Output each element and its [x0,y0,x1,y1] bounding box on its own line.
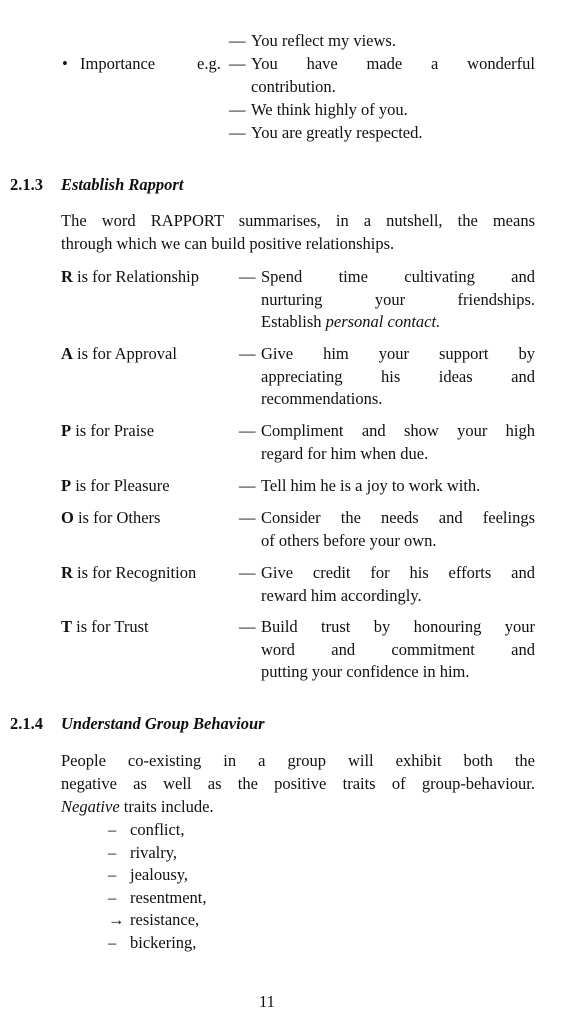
eg-label: e.g. [197,54,221,73]
rapport-description-line [261,289,535,312]
is-for-text: is for [77,508,113,527]
rapport-description-line [239,562,535,585]
dash-icon: – [108,887,117,907]
description-text: nurturing your friendships. [261,289,535,309]
list-item [108,909,199,932]
rapport-description-line [261,585,535,608]
page-number: 11 [259,992,275,1011]
dash-icon: – [108,865,117,884]
paragraph-line [61,796,535,819]
description-text: Give him your support by [261,344,535,363]
section-number: 2.1.3 [10,175,43,194]
rapport-description-line [261,639,535,662]
section-title: Establish Rapport [61,175,184,194]
rapport-description-line [261,311,535,334]
list-item [108,842,177,865]
rapport-label [61,616,149,639]
list-item [108,932,196,955]
description-text: Tell him he is a joy to work with. [261,476,481,495]
rapport-word: Trust [114,617,149,636]
rapport-letter: P [61,421,72,440]
trait-text: resistance, [130,910,200,929]
dash-icon: – [108,932,117,952]
rapport-description-line [239,507,535,530]
paragraph-text: People co-existing in a group will exhibit both the [61,751,535,770]
paragraph-line [61,750,535,773]
paragraph-text: traits include. [119,797,214,816]
description-text: word and commitment and [261,639,535,659]
rapport-description-line [261,530,535,553]
description-text: reward him accordingly. [261,585,422,605]
trait-text: jealousy, [130,865,189,884]
rapport-letter: R [61,563,73,582]
description-text: Spend time cultivating and [261,267,535,286]
section-number: 2.1.4 [10,714,43,733]
trait-text: rivalry, [130,842,178,862]
rapport-label [61,266,199,289]
rapport-letter: T [61,617,73,636]
list-item [108,864,188,887]
description-text: Compliment and show your high [261,421,535,440]
list-item [108,887,207,910]
rapport-description-line [239,475,535,498]
rapport-word: Praise [113,421,155,440]
rapport-description-line [239,266,535,289]
em-dash: — [229,54,246,73]
example-text: You have made a wonderful [251,54,535,73]
trait-text: conflict, [130,820,185,839]
rapport-label [61,475,170,498]
paragraph-text: negative as well as the positive traits of group-behaviour. [61,774,535,793]
rapport-description-line [239,343,535,366]
paragraph-line: through which we can build positive relationships. [61,234,395,253]
is-for-text: is for [75,476,110,495]
rapport-letter: O [61,508,74,527]
rapport-letter: A [61,344,73,363]
trait-text: resentment, [130,887,207,907]
importance-example-2 [229,53,535,76]
description-text: Establish [261,312,326,331]
rapport-description-line [239,616,535,639]
rapport-label [61,343,177,366]
description-text: Build trust by honouring your [261,617,535,636]
importance-label: Importance [80,54,156,73]
dash-icon: – [108,820,117,839]
em-dash: — [229,31,246,50]
dash-icon: – [108,842,117,862]
is-for-text: is for [77,267,112,286]
is-for-text: is for [77,344,112,363]
example-text: You reflect my views. [251,31,396,50]
description-text: Consider the needs and feelings [261,508,535,527]
example-text: We think highly of you. [251,100,408,119]
importance-example-4 [229,122,535,145]
bullet-icon: • [62,54,68,73]
em-dash: — [229,123,246,142]
rapport-description-line [261,388,535,411]
em-dash: — [239,344,256,363]
paragraph-text: The word RAPPORT summarises, in a nutshell, the means [61,211,535,230]
rapport-letter: R [61,267,73,286]
italic-phrase: personal contact. [325,312,441,331]
rapport-description-line [261,661,535,684]
em-dash: — [239,267,256,286]
description-text: putting your confidence in him. [261,662,470,681]
example-text: You are greatly respected. [251,123,423,142]
rapport-label [61,562,196,585]
description-text: appreciating his ideas and [261,366,535,386]
italic-word: Negative [61,797,120,816]
description-text: recommendations. [261,389,383,408]
trait-text: bickering, [130,932,197,952]
is-for-text: is for [75,421,110,440]
rapport-description-line [239,420,535,443]
paragraph-line [61,210,535,233]
rapport-word: Pleasure [113,476,170,495]
importance-example-2-cont: contribution. [251,77,336,96]
arrow-icon: → [108,910,125,929]
importance-example-1 [229,30,535,53]
em-dash: — [239,508,256,527]
paragraph-line [61,773,535,796]
rapport-word: Approval [114,344,177,363]
list-item [108,819,185,842]
em-dash: — [239,421,256,440]
rapport-word: Others [116,508,161,527]
em-dash: — [239,476,256,495]
is-for-text: is for [76,617,111,636]
rapport-description-line [261,443,535,466]
rapport-label [61,507,160,530]
importance-example-3 [229,99,535,122]
description-text: regard for him when due. [261,443,429,463]
section-title: Understand Group Behaviour [61,714,265,733]
em-dash: — [239,563,256,582]
rapport-word: Relationship [115,267,199,286]
rapport-word: Recognition [115,563,197,582]
description-text: Give credit for his efforts and [261,563,535,582]
rapport-label [61,420,154,443]
rapport-letter: P [61,476,72,495]
is-for-text: is for [77,563,112,582]
description-text: of others before your own. [261,530,437,550]
em-dash: — [229,100,246,119]
em-dash: — [239,617,256,636]
rapport-description-line [261,366,535,389]
